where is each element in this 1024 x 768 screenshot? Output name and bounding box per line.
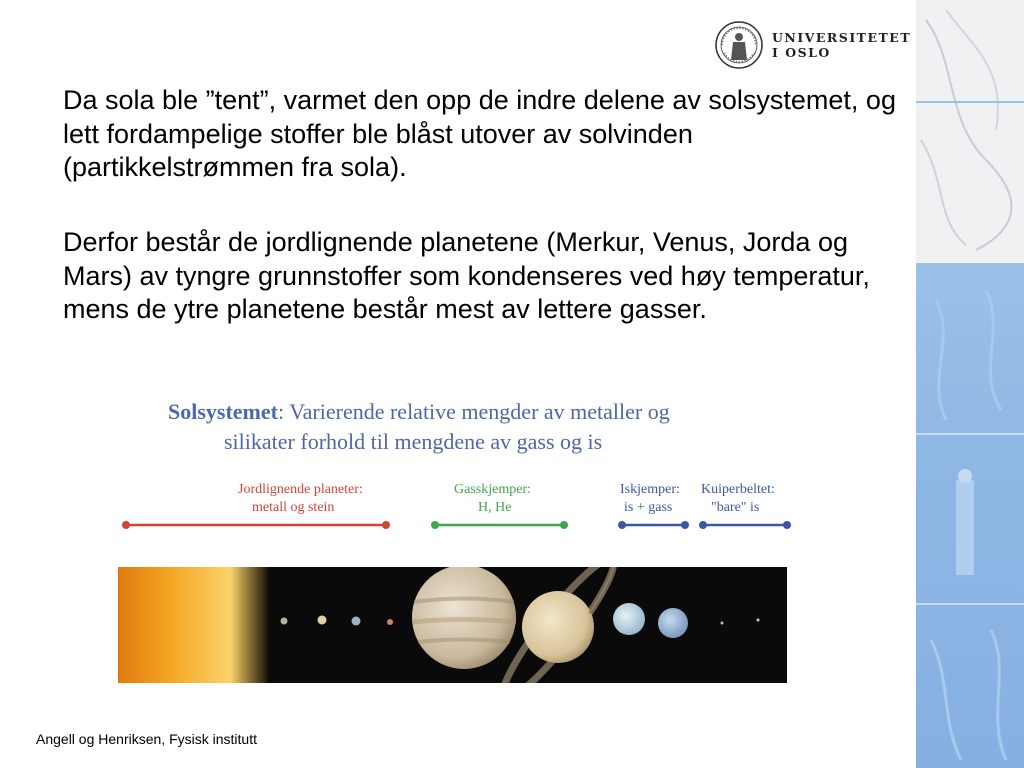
group-label-ice-giants — [620, 481, 680, 517]
group-label-ice-giants-line-1: Iskjemper: — [620, 482, 680, 497]
group-range-lines — [112, 515, 802, 535]
range-terrestrial — [122, 521, 390, 529]
kuiper-object — [757, 619, 760, 622]
planets-image — [118, 567, 787, 683]
paragraph-solar-wind: Da sola ble ”tent”, varmet den opp de indre delene av solsystemet, og lett fordampelige stoffer ble blåst utover av solvinden (partikkelstrømmen fra sola). — [63, 85, 896, 182]
range-kuiper-belt — [699, 521, 791, 529]
range-gas-giants — [431, 521, 568, 529]
figure-title-line-2: silikater forhold til mengdene av gass og is — [224, 429, 603, 454]
group-label-kuiper-belt — [701, 481, 775, 517]
logo-line-1: UNIVERSITETET — [772, 30, 912, 45]
logo-line-2: I OSLO — [772, 45, 831, 60]
mercury — [281, 618, 288, 625]
group-label-terrestrial-line-2: metall og stein — [252, 500, 335, 515]
decorative-side-band — [916, 0, 1024, 768]
uranus — [613, 603, 645, 635]
group-label-gas-giants-line-2: H, He — [478, 500, 512, 515]
paragraph-planet-composition: Derfor består de jordlignende planetene (Merkur, Venus, Jorda og Mars) av tyngre grunnstoffer som kondenseres ved høy temperatur, mens de ytre planetene består mest av lettere gasser. — [63, 227, 870, 324]
group-label-ice-giants-line-2: is + gass — [624, 500, 673, 515]
university-seal-icon — [714, 20, 764, 70]
solar-system-figure — [112, 395, 802, 695]
group-label-terrestrial — [238, 481, 363, 517]
group-label-gas-giants-line-1: Gasskjemper: — [454, 482, 531, 497]
footer-credit: Angell og Henriksen, Fysisk institutt — [36, 731, 257, 747]
figure-title — [168, 397, 670, 427]
band-sculpture-lines — [916, 0, 1024, 768]
university-logo — [714, 20, 912, 72]
pluto — [721, 622, 724, 625]
group-label-kuiper-belt-line-2: "bare" is — [711, 500, 760, 515]
group-label-terrestrial-line-1: Jordlignende planeter: — [238, 482, 363, 497]
logo-wordmark — [772, 30, 911, 60]
group-label-kuiper-belt-line-1: Kuiperbeltet: — [701, 482, 775, 497]
range-ice-giants — [618, 521, 689, 529]
group-label-gas-giants — [454, 481, 531, 517]
neptune — [658, 608, 688, 638]
sun-surface — [118, 567, 268, 683]
mars — [387, 619, 393, 625]
figure-title-rest: : Varierende relative mengder av metaller og — [277, 399, 670, 424]
earth — [352, 617, 361, 626]
venus — [318, 616, 327, 625]
figure-title-bold: Solsystemet — [168, 399, 278, 424]
